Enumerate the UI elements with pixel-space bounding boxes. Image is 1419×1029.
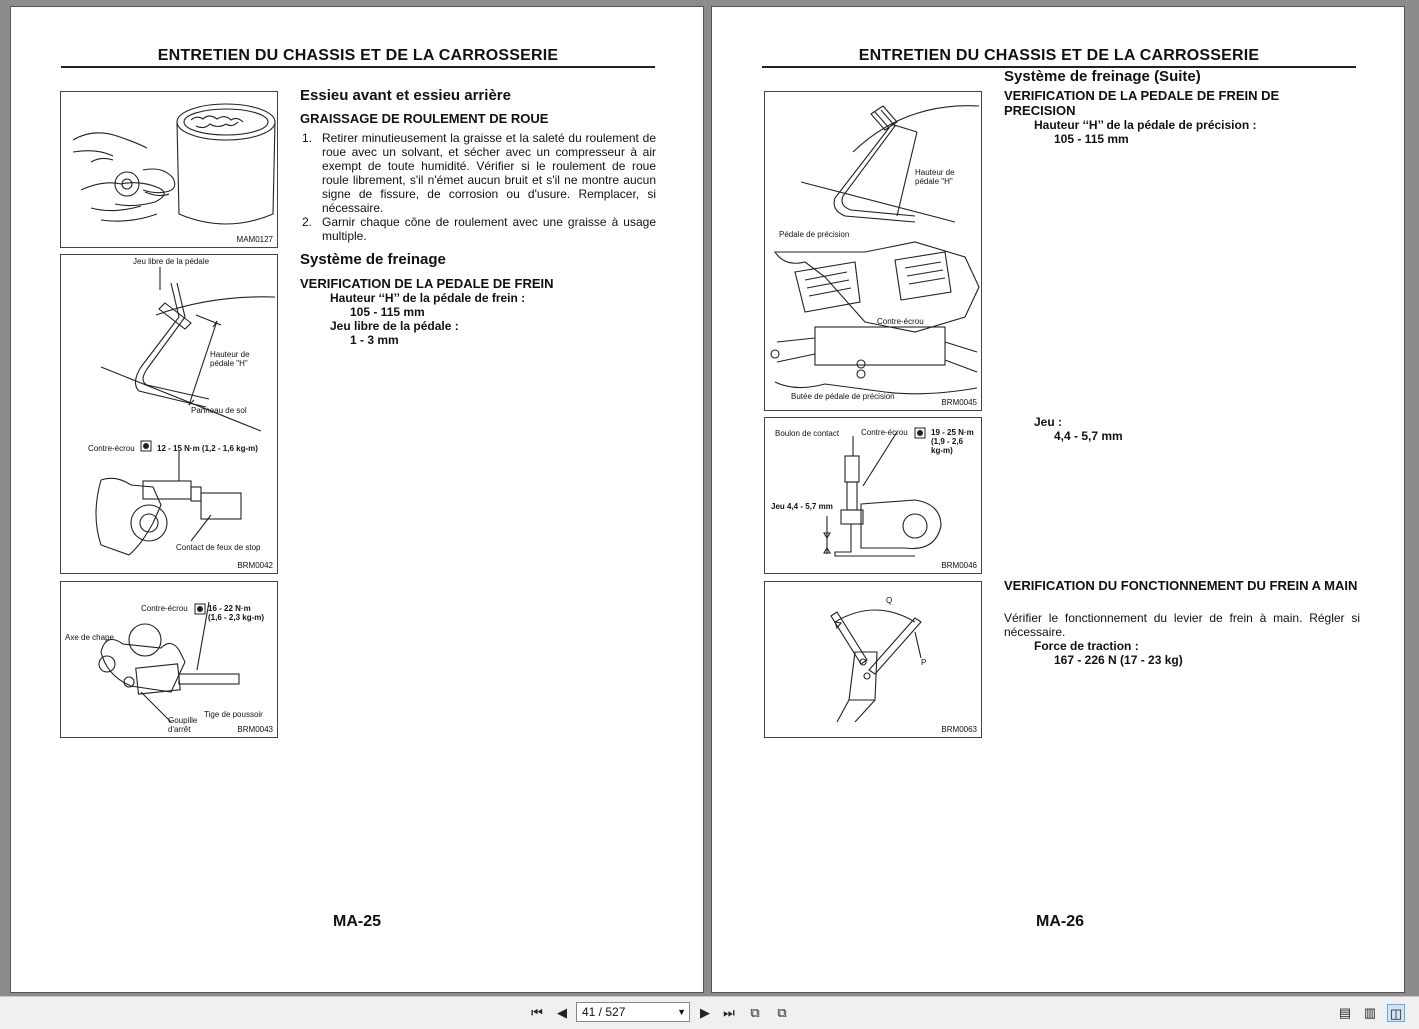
label-torque: 12 - 15 N·m (1,2 - 1,6 kg-m)	[157, 444, 258, 453]
figure-contact-bolt	[764, 417, 982, 574]
page-number: MA-25	[333, 913, 382, 930]
subsection-frein-main: VERIFICATION DU FONCTIONNEMENT DU FREIN A MAIN	[1004, 578, 1358, 593]
single-page-icon[interactable]: ▤	[1338, 1005, 1352, 1020]
spec-label-force: Force de traction :	[1034, 639, 1139, 653]
figure-code: BRM0046	[941, 561, 977, 570]
label-contre-ecrou: Contre-écrou	[877, 317, 924, 326]
figure-brake-pedal-check	[60, 254, 278, 574]
last-page-icon[interactable]: ⏭	[723, 1005, 735, 1020]
section-title-freinage-suite: Système de freinage (Suite)	[1004, 68, 1201, 85]
label-contre-ecrou: Contre-écrou	[861, 428, 908, 437]
figure-code: BRM0045	[941, 398, 977, 407]
label-torque-3: kg-m)	[931, 446, 953, 455]
document-page-right	[711, 6, 1405, 993]
page-number-field[interactable]: 41 / 527 ▼	[576, 1002, 690, 1022]
illustration-precision-pedal	[765, 92, 982, 411]
label-jeu: Jeu 4,4 - 5,7 mm	[771, 502, 833, 511]
header-rule	[61, 66, 655, 68]
page-number: MA-26	[1036, 913, 1085, 930]
forward-view-icon[interactable]: ⧉	[777, 1005, 787, 1020]
label-hauteur-1: Hauteur de	[915, 168, 955, 177]
list-item: 2. Garnir chaque cône de roulement avec une graisse à usage multiple.	[302, 215, 656, 243]
label-contre-ecrou: Contre-écrou	[141, 604, 188, 613]
section-title-freinage: Système de freinage	[300, 251, 446, 268]
document-page-left	[10, 6, 704, 993]
spec-label-jeu: Jeu libre de la pédale :	[330, 319, 459, 333]
spec-value-jeu: 1 - 3 mm	[350, 333, 399, 347]
back-view-icon[interactable]: ⧉	[750, 1005, 760, 1020]
label-jeu-libre: Jeu libre de la pédale	[133, 257, 210, 266]
label-hauteur-2: pédale "H"	[915, 177, 953, 186]
label-hauteur-2: pédale "H"	[210, 359, 248, 368]
spec-value-hauteur: 105 - 115 mm	[1054, 132, 1129, 146]
label-torque-2: (1,9 - 2,6	[931, 437, 964, 446]
label-panneau: Panneau de sol	[191, 406, 247, 415]
figure-precision-pedal	[764, 91, 982, 411]
section-title-essieu: Essieu avant et essieu arrière	[300, 87, 511, 104]
chevron-down-icon[interactable]: ▼	[677, 1007, 686, 1017]
list-item: 1. Retirer minutieusement la graisse et la saleté du roulement de roue avec un solvant, et sécher avec un compresseur à air exempt de toute humidité. Vérifier si le roulement de roue roule librement, s'il n'émet aucun bruit et s'il ne montre aucun signe de fissure, de corrosion ou d'usure. Remplacer, si nécessaire.	[302, 131, 656, 215]
label-butee: Butée de pédale de précision	[791, 392, 895, 401]
illustration-parking-lever	[765, 582, 982, 738]
figure-code: BRM0063	[941, 725, 977, 734]
next-page-icon[interactable]: ▶	[700, 1005, 710, 1020]
paragraph-frein-main: Vérifier le fonctionnement du levier de frein à main. Régler si nécessaire.	[1004, 611, 1360, 639]
label-torque-2: (1,6 - 2,3 kg-m)	[208, 613, 265, 622]
page-header-title: ENTRETIEN DU CHASSIS ET DE LA CARROSSERIE	[858, 47, 1260, 64]
figure-clevis-pin	[60, 581, 278, 738]
label-contact: Contact de feux de stop	[176, 543, 261, 552]
label-pedale: Pédale de précision	[779, 230, 850, 239]
label-goupille-1: Goupille	[168, 716, 198, 725]
label-q: Q	[886, 596, 893, 605]
label-torque-1: 16 - 22 N·m	[208, 604, 251, 613]
figure-wheel-bearing-greasing	[60, 91, 278, 248]
spec-value-hauteur: 105 - 115 mm	[350, 305, 425, 319]
spec-value-jeu: 4,4 - 5,7 mm	[1054, 429, 1123, 443]
prev-page-icon[interactable]: ◀	[557, 1005, 567, 1020]
spec-value-force: 167 - 226 N (17 - 23 kg)	[1054, 653, 1183, 667]
spec-label-hauteur: Hauteur ‘‘H’’ de la pédale de précision :	[1034, 118, 1257, 132]
facing-pages-icon[interactable]: ◫	[1387, 1004, 1405, 1022]
label-boulon: Boulon de contact	[775, 429, 840, 438]
spec-label-hauteur: Hauteur ‘‘H’’ de la pédale de frein :	[330, 291, 526, 305]
label-goupille-2: d'arrêt	[168, 725, 191, 734]
label-torque-1: 19 - 25 N·m	[931, 428, 974, 437]
procedure-list	[300, 131, 656, 243]
label-tige: Tige de poussoir	[204, 710, 263, 719]
figure-code: MAM0127	[236, 235, 273, 244]
figure-code: BRM0043	[237, 725, 273, 734]
figure-parking-brake-lever	[764, 581, 982, 738]
page-header-title: ENTRETIEN DU CHASSIS ET DE LA CARROSSERIE	[157, 47, 559, 64]
label-hauteur-1: Hauteur de	[210, 350, 250, 359]
subsection-pedale: VERIFICATION DE LA PEDALE DE FREIN	[300, 276, 554, 291]
continuous-icon[interactable]: ▥	[1363, 1005, 1377, 1020]
spec-label-jeu: Jeu :	[1034, 415, 1063, 429]
illustration-grease-drum	[61, 92, 278, 248]
figure-code: BRM0042	[237, 561, 273, 570]
subsection-pedale-precision: VERIFICATION DE LA PEDALE DE FREIN DE PRECISION	[1004, 88, 1280, 118]
label-axe: Axe de chape	[65, 633, 114, 642]
label-p: P	[921, 658, 927, 667]
label-contre-ecrou: Contre-écrou	[88, 444, 135, 453]
subsection-graissage: GRAISSAGE DE ROULEMENT DE ROUE	[300, 111, 549, 126]
viewer-toolbar	[0, 996, 1419, 1029]
first-page-icon[interactable]: ⏮	[531, 1005, 543, 1020]
